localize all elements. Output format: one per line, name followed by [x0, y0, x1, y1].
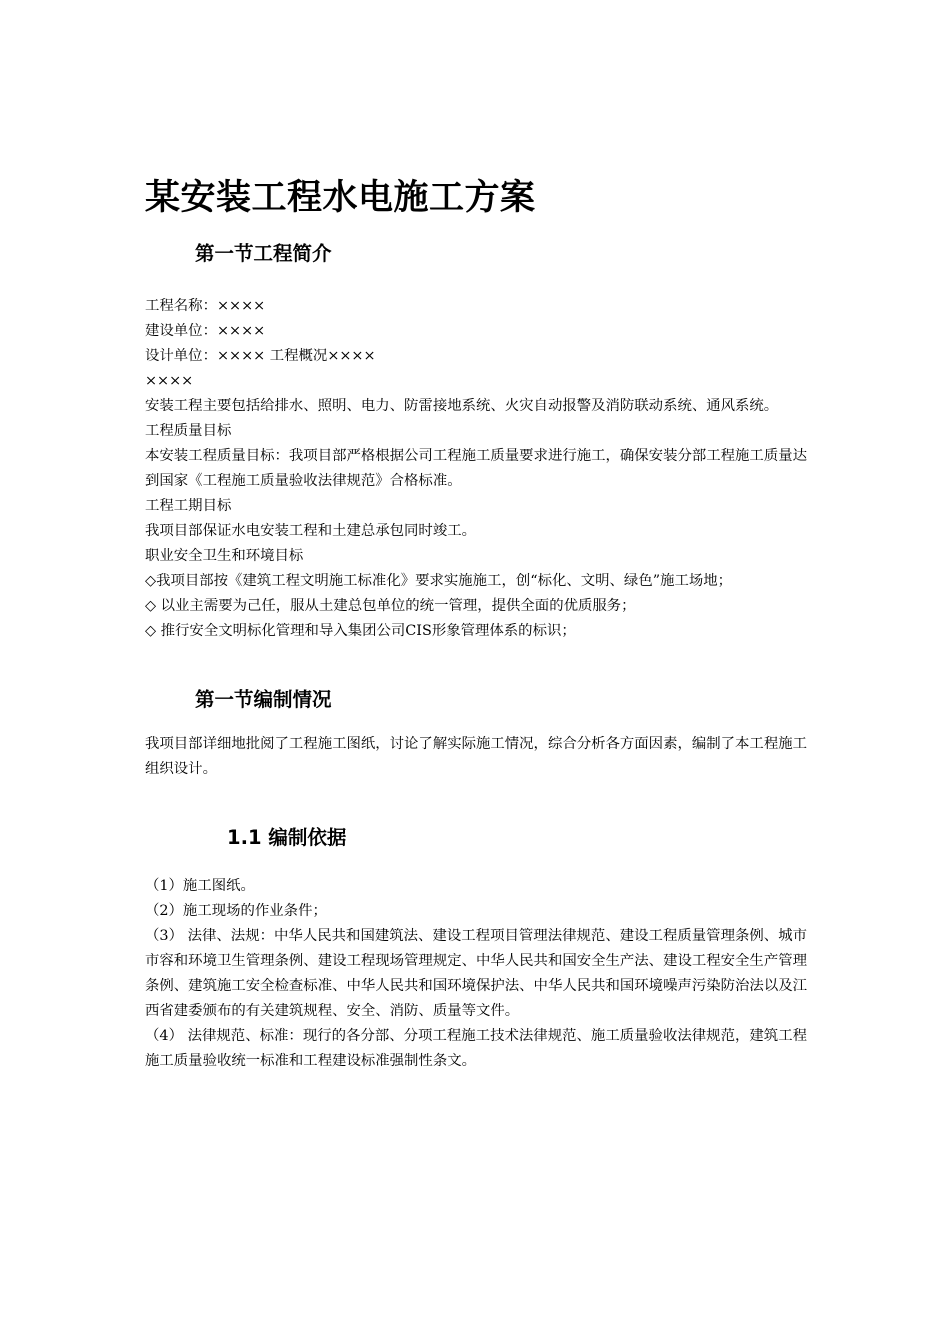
document-title: 某安装工程水电施工方案 [145, 178, 536, 218]
document-content [145, 168, 807, 1074]
paragraph: ◇我项目部按《建筑工程文明施工标准化》要求实施施工，创“标化、文明、绿色”施工场地； [145, 573, 733, 589]
paragraph: ◇ 以业主需要为己任，服从土建总包单位的统一管理，提供全面的优质服务； [145, 598, 636, 614]
section-body-compilation-basis [145, 874, 807, 1074]
paragraph: 我项目部保证水电安装工程和土建总承包同时竣工。 [145, 523, 476, 539]
section-heading-compilation-basis: 1.1 编制依据 [227, 826, 347, 849]
section-heading-compilation: 第一节编制情况 [195, 688, 332, 711]
paragraph: 安装工程主要包括给排水、照明、电力、防雷接地系统、火灾自动报警及消防联动系统、通风系统。 [145, 398, 779, 414]
paragraph: 工程质量目标 [145, 423, 232, 439]
paragraph: （1）施工图纸。 [145, 878, 255, 894]
paragraph: 设计单位：×××× 工程概况×××× [145, 348, 376, 364]
section-body-project-intro [145, 294, 807, 644]
paragraph: 职业安全卫生和环境目标 [145, 548, 304, 564]
paragraph: ×××× [145, 373, 194, 389]
paragraph: ◇ 推行安全文明标化管理和导入集团公司CIS形象管理体系的标识； [145, 623, 576, 639]
paragraph: 我项目部详细地批阅了工程施工图纸，讨论了解实际施工情况，综合分析各方面因素，编制了本工程施工组织设计。 [145, 736, 807, 777]
section-heading-project-intro: 第一节工程简介 [195, 242, 332, 265]
paragraph: （2）施工现场的作业条件； [145, 903, 327, 919]
paragraph: 建设单位：×××× [145, 323, 266, 339]
section-body-compilation [145, 732, 807, 782]
paragraph: 工程名称：×××× [145, 298, 266, 314]
paragraph: 本安装工程质量目标：我项目部严格根据公司工程施工质量要求进行施工，确保安装分部工程施工质量达到国家《工程施工质量验收法律规范》合格标准。 [145, 448, 807, 489]
paragraph: （3） 法律、法规：中华人民共和国建筑法、建设工程项目管理法律规范、建设工程质量管理条例、城市市容和环境卫生管理条例、建设工程现场管理规定、中华人民共和国安全生产法、建设工程安全生产管理条例、建筑施工安全检查标准、中华人民共和国环境保护法、中华人民共和国环境噪声污染防治法以及江西省建委颁布的有关建筑规程、安全、消防、质量等文件。 [145, 928, 807, 1019]
paragraph: 工程工期目标 [145, 498, 232, 514]
paragraph: （4） 法律规范、标准：现行的各分部、分项工程施工技术法律规范、施工质量验收法律规范，建筑工程施工质量验收统一标准和工程建设标准强制性条文。 [145, 1028, 807, 1069]
